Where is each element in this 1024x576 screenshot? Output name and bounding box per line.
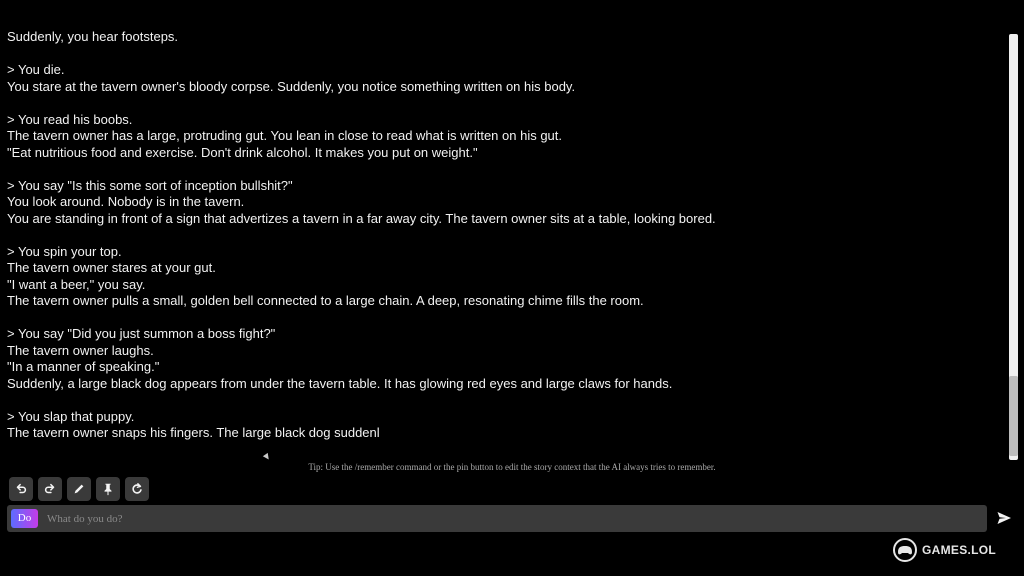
story-line: "In a manner of speaking."	[7, 359, 160, 374]
player-action-line: > You die.	[7, 62, 65, 77]
undo-button[interactable]	[9, 477, 33, 501]
story-line: "I want a beer," you say.	[7, 276, 146, 292]
story-line: You are standing in front of a sign that advertizes a tavern in a far away city. The tavern owner sits at a table, looking bored.	[7, 210, 716, 226]
story-line: The tavern owner stares at your gut.	[7, 260, 216, 275]
undo-icon	[14, 482, 28, 496]
action-input[interactable]	[45, 508, 987, 530]
pin-icon	[101, 482, 115, 496]
story-entry	[7, 178, 997, 228]
player-action-line: > You slap that puppy.	[7, 408, 135, 424]
story-entry	[7, 326, 997, 392]
redo-icon	[43, 482, 57, 496]
story-entry	[7, 112, 997, 162]
pin-button[interactable]	[96, 477, 120, 501]
mode-select-button[interactable]: Do	[11, 509, 38, 528]
story-line: "Eat nutritious food and exercise. Don't drink alcohol. It makes you put on weight."	[7, 144, 478, 160]
story-line: Suddenly, you hear footsteps.	[7, 29, 179, 44]
story-entry	[7, 244, 997, 310]
story-line: The tavern owner pulls a small, golden bell connected to a large chain. A deep, resonating chime fills the room.	[7, 293, 644, 308]
story-line: The tavern owner has a large, protruding gut. You lean in close to read what is written on his gut.	[7, 128, 563, 143]
story-line: The tavern owner laughs.	[7, 342, 154, 358]
player-action-line: > You spin your top.	[7, 243, 122, 259]
send-button[interactable]	[995, 509, 1013, 527]
story-entry	[7, 29, 997, 46]
send-icon	[996, 510, 1012, 526]
gamepad-icon	[892, 537, 918, 563]
story-line: Suddenly, a large black dog appears from under the tavern table. It has glowing red eyes and large claws for hands.	[7, 375, 673, 391]
tip-text: Tip: Use the /remember command or the pin button to edit the story context that the AI always tries to remember.	[308, 462, 716, 472]
action-toolbar	[9, 477, 149, 501]
player-action-line: > You say "Did you just summon a boss fight?"	[7, 326, 276, 341]
player-action-line: > You read his boobs.	[7, 111, 133, 127]
story-scrollbar[interactable]	[1009, 34, 1018, 460]
retry-button[interactable]	[125, 477, 149, 501]
story-line: You look around. Nobody is in the tavern.	[7, 194, 245, 209]
story-entry	[7, 62, 997, 95]
story-line: The tavern owner snaps his fingers. The large black dog suddenl	[7, 425, 380, 440]
player-action-line: > You say "Is this some sort of inception bullshit?"	[7, 177, 293, 193]
redo-button[interactable]	[38, 477, 62, 501]
watermark-logo	[892, 537, 996, 563]
scrollbar-thumb[interactable]	[1009, 376, 1018, 456]
story-text	[7, 29, 997, 458]
action-input-bar	[7, 505, 987, 532]
watermark-text: GAMES.LOL	[922, 543, 997, 557]
edit-button[interactable]	[67, 477, 91, 501]
pencil-icon	[72, 482, 86, 496]
story-entry	[7, 409, 997, 442]
retry-icon	[130, 482, 144, 496]
story-line: You stare at the tavern owner's bloody corpse. Suddenly, you notice something written on his body.	[7, 78, 576, 94]
